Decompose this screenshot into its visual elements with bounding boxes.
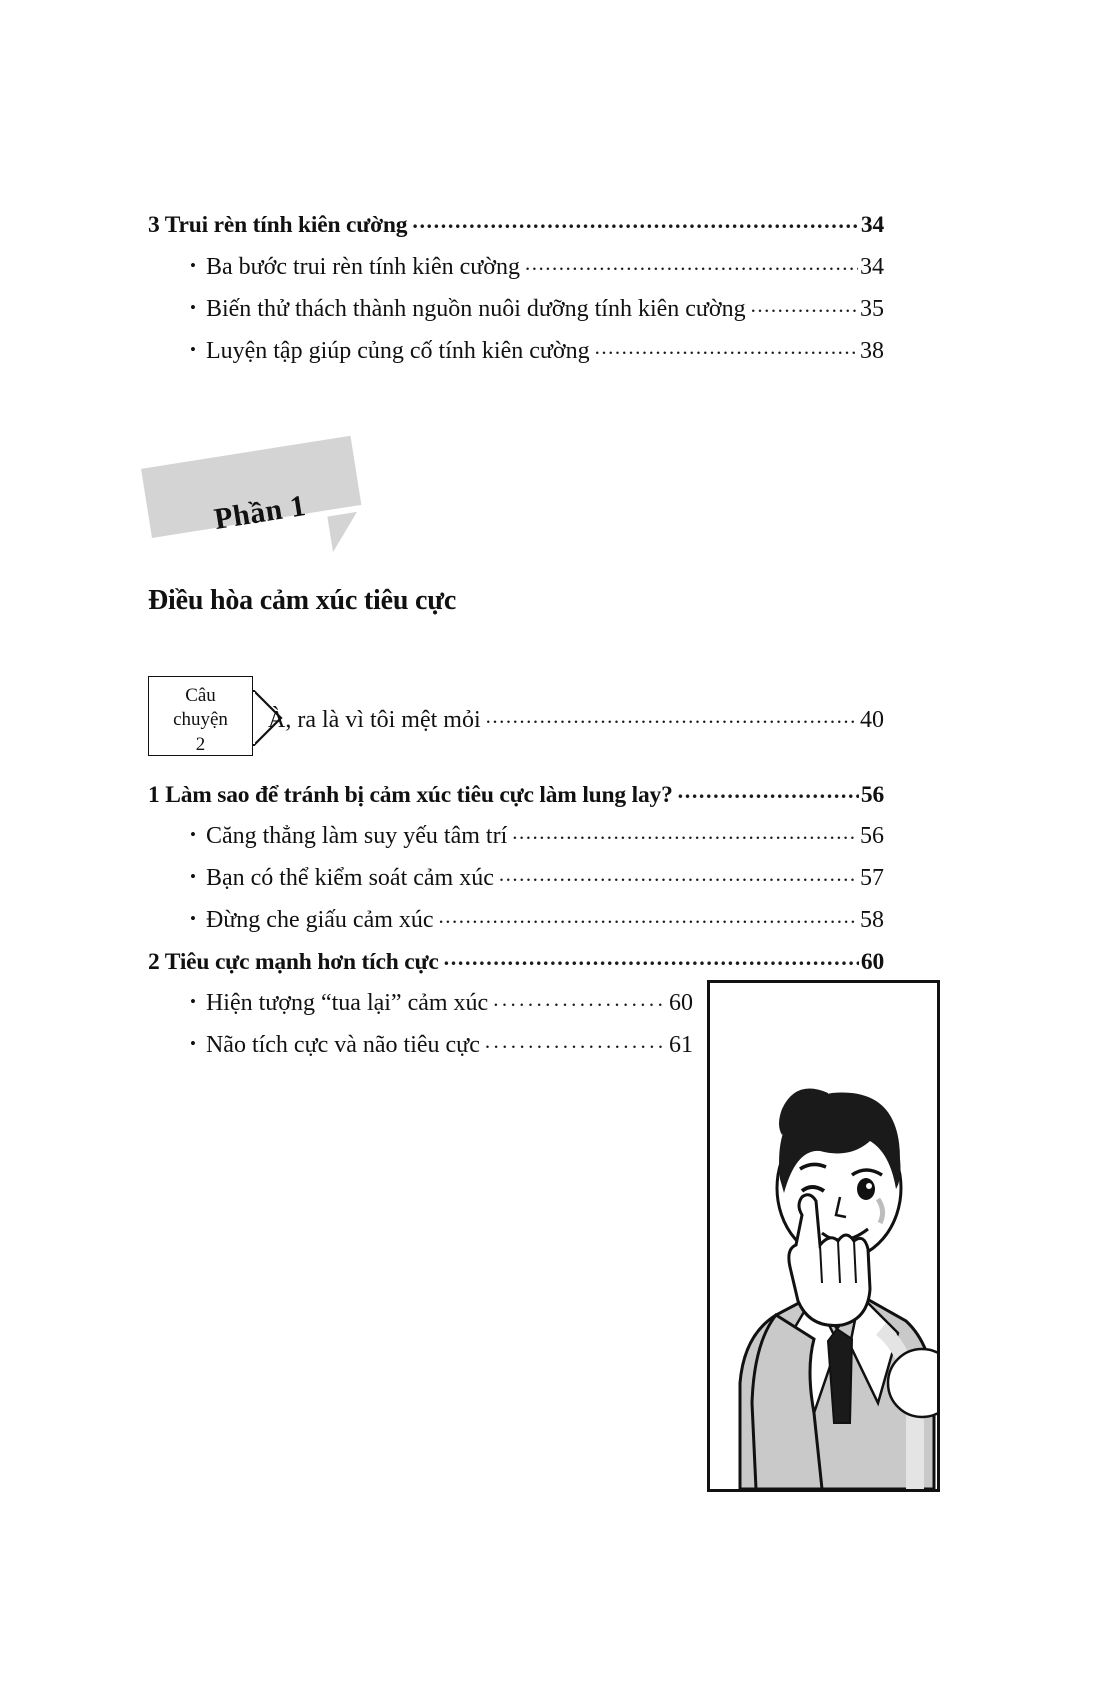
toc-heading-row[interactable]: [148, 208, 884, 237]
bullet-icon: •: [190, 909, 196, 928]
toc-item-label: Đừng che giấu cảm xúc: [205, 907, 434, 933]
toc-page-number: 60: [669, 990, 693, 1016]
part-banner: [152, 468, 372, 560]
story-tag-line-2: chuyện: [173, 709, 228, 731]
toc-item-row[interactable]: [148, 986, 693, 1015]
toc-heading-label: 1 Làm sao để tránh bị cảm xúc tiêu cực làm lung lay?: [148, 781, 673, 808]
toc-page-number: 58: [860, 907, 884, 933]
toc-page-number: 56: [860, 823, 884, 849]
toc-page-number: 61: [669, 1032, 693, 1058]
toc-story-label: À, ra là vì tôi mệt mỏi: [268, 707, 481, 733]
banner-tail-shape: [327, 512, 362, 552]
leader-dots: [595, 334, 858, 358]
illustration-frame: [707, 980, 940, 1492]
toc-section-top: [148, 208, 884, 376]
toc-heading-label: 3 Trui rèn tính kiên cường: [148, 211, 408, 238]
toc-heading-row[interactable]: [148, 778, 884, 807]
bullet-icon: •: [190, 1034, 196, 1053]
toc-page-number: 34: [860, 254, 884, 280]
toc-page-number: 40: [860, 707, 884, 733]
toc-item-row[interactable]: [148, 250, 884, 279]
leader-dots: [525, 250, 858, 274]
leader-dots: [439, 903, 858, 927]
part-title: Điều hòa cảm xúc tiêu cực: [148, 585, 457, 616]
leader-dots: [412, 208, 859, 232]
toc-item-row[interactable]: [148, 334, 884, 363]
story-tag-line-3: 2: [195, 733, 206, 755]
bullet-icon: •: [190, 867, 196, 886]
toc-item-row[interactable]: [148, 903, 884, 932]
toc-page-number: 38: [860, 338, 884, 364]
toc-item-row[interactable]: [148, 1028, 693, 1057]
toc-item-row[interactable]: [148, 819, 884, 848]
toc-item-label: Biến thử thách thành nguồn nuôi dưỡng tính kiên cường: [205, 296, 746, 322]
bullet-icon: •: [190, 256, 196, 275]
leader-dots: [678, 778, 859, 802]
part-banner-label: Phần 1: [211, 488, 309, 537]
toc-item-label: Bạn có thể kiểm soát cảm xúc: [205, 865, 494, 891]
manga-man-pointing-up-illustration: [710, 983, 937, 1489]
toc-page-number: 60: [860, 948, 884, 975]
toc-item-label: Ba bước trui rèn tính kiên cường: [205, 254, 520, 280]
toc-page-number: 57: [860, 865, 884, 891]
toc-item-label: Hiện tượng “tua lại” cảm xúc: [205, 990, 489, 1016]
leader-dots: [751, 292, 858, 316]
toc-item-row[interactable]: [148, 861, 884, 890]
toc-page-number: 34: [860, 211, 884, 238]
bullet-icon: •: [190, 825, 196, 844]
leader-dots: [486, 703, 858, 727]
toc-item-row[interactable]: [148, 292, 884, 321]
toc-heading-row[interactable]: [148, 945, 884, 974]
toc-story-row[interactable]: [268, 703, 884, 732]
leader-dots: [499, 861, 858, 885]
toc-item-label: Não tích cực và não tiêu cực: [205, 1032, 480, 1058]
bullet-icon: •: [190, 298, 196, 317]
leader-dots: [493, 986, 667, 1010]
bullet-icon: •: [190, 340, 196, 359]
story-tag-box: [148, 676, 253, 756]
toc-page-number: 35: [860, 296, 884, 322]
toc-item-label: Căng thẳng làm suy yếu tâm trí: [205, 823, 508, 849]
toc-heading-label: 2 Tiêu cực mạnh hơn tích cực: [148, 948, 439, 975]
bullet-icon: •: [190, 992, 196, 1011]
toc-page-number: 56: [860, 781, 884, 808]
leader-dots: [512, 819, 858, 843]
story-tag-line-1: Câu: [185, 685, 216, 706]
leader-dots: [485, 1028, 667, 1052]
toc-item-label: Luyện tập giúp củng cố tính kiên cường: [205, 338, 590, 364]
leader-dots: [444, 945, 859, 969]
